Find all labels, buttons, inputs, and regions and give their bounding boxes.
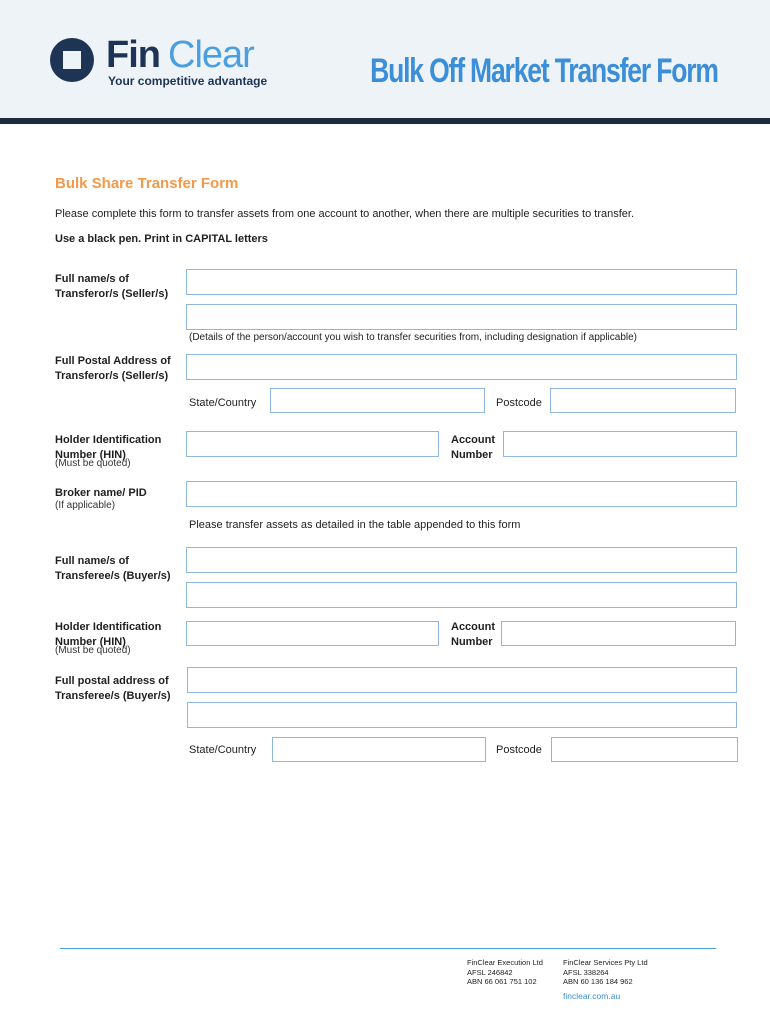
broker-field[interactable] bbox=[186, 481, 737, 507]
transferor-postcode-field[interactable] bbox=[550, 388, 736, 413]
transferee-postcode-label: Postcode bbox=[496, 744, 542, 756]
label-line: Transferee/s (Buyer/s) bbox=[55, 690, 171, 702]
header-divider bbox=[0, 118, 770, 124]
website-link[interactable]: finclear.com.au bbox=[563, 991, 621, 1001]
transferor-hin-note: (Must be quoted) bbox=[55, 458, 131, 469]
transferee-hin-note: (Must be quoted) bbox=[55, 645, 131, 656]
form-title: Bulk Off Market Transfer Form bbox=[370, 52, 718, 90]
footer-line: FinClear Execution Ltd bbox=[467, 958, 543, 967]
logo-clear-text: Clear bbox=[168, 34, 254, 76]
logo-mark-icon bbox=[50, 38, 94, 82]
label-line: Account bbox=[451, 434, 495, 446]
transferor-account-field[interactable] bbox=[503, 431, 737, 457]
label-line: Number (HIN) bbox=[55, 636, 126, 648]
label-line: Account bbox=[451, 621, 495, 633]
footer-entity-1 bbox=[467, 958, 543, 987]
transferor-address-label bbox=[55, 354, 171, 384]
logo-fin-text: Fin bbox=[106, 34, 160, 76]
label-line: Number bbox=[451, 449, 493, 461]
transferee-address-field-1[interactable] bbox=[187, 667, 737, 693]
broker-label: Broker name/ PID bbox=[55, 487, 147, 499]
transferor-account-label bbox=[451, 433, 495, 463]
transferee-name-field-2[interactable] bbox=[186, 582, 737, 608]
footer-line: FinClear Services Pty Ltd bbox=[563, 958, 648, 967]
label-line: Number bbox=[451, 636, 493, 648]
label-line: Transferor/s (Seller/s) bbox=[55, 370, 169, 382]
transferor-state-label: State/Country bbox=[189, 397, 257, 409]
label-line: Transferor/s (Seller/s) bbox=[55, 288, 169, 300]
section-title: Bulk Share Transfer Form bbox=[55, 175, 239, 192]
label-line: Holder Identification bbox=[55, 621, 162, 633]
transferee-address-field-2[interactable] bbox=[187, 702, 737, 728]
transfer-note: Please transfer assets as detailed in the table appended to this form bbox=[189, 519, 521, 531]
transferor-address-field[interactable] bbox=[186, 354, 737, 380]
transferee-state-label: State/Country bbox=[189, 744, 257, 756]
footer-line: AFSL 246842 bbox=[467, 967, 513, 977]
transferee-state-field[interactable] bbox=[272, 737, 486, 762]
label-line: Number (HIN) bbox=[55, 449, 126, 461]
transferor-name-field-2[interactable] bbox=[186, 304, 737, 330]
transferee-address-label bbox=[55, 674, 171, 704]
transferor-name-field-1[interactable] bbox=[186, 269, 737, 295]
transferee-account-label bbox=[451, 620, 495, 650]
logo-tagline: Your competitive advantage bbox=[108, 74, 268, 88]
transferee-hin-field[interactable] bbox=[186, 621, 439, 646]
label-line: Transferee/s (Buyer/s) bbox=[55, 570, 171, 582]
label-line: Holder Identification bbox=[55, 434, 162, 446]
instructions: Use a black pen. Print in CAPITAL letters bbox=[55, 233, 268, 245]
footer-divider bbox=[60, 948, 716, 949]
finclear-logo bbox=[50, 36, 310, 96]
transferee-postcode-field[interactable] bbox=[551, 737, 738, 762]
transferor-details-note: (Details of the person/account you wish to transfer securities from, including designation if applicable) bbox=[189, 332, 638, 343]
transferee-name-field-1[interactable] bbox=[186, 547, 737, 573]
label-line: Full postal address of bbox=[55, 675, 169, 687]
transferee-name-label bbox=[55, 554, 171, 584]
intro-description: Please complete this form to transfer assets from one account to another, when there are multiple securities to transfer. bbox=[55, 208, 635, 220]
broker-note: (If applicable) bbox=[55, 500, 116, 511]
label-line: Full name/s of bbox=[55, 273, 129, 285]
footer-line: AFSL 338264 bbox=[563, 967, 609, 977]
footer-line: ABN 60 136 184 962 bbox=[563, 977, 633, 986]
label-line: Full name/s of bbox=[55, 555, 129, 567]
transferee-account-field[interactable] bbox=[501, 621, 736, 646]
transferor-state-field[interactable] bbox=[270, 388, 485, 413]
label-line: Full Postal Address of bbox=[55, 355, 171, 367]
footer-line: ABN 66 061 751 102 bbox=[467, 977, 537, 986]
transferor-hin-field[interactable] bbox=[186, 431, 439, 457]
transferor-postcode-label: Postcode bbox=[496, 397, 542, 409]
transferor-name-label bbox=[55, 272, 168, 302]
footer-entity-2 bbox=[563, 958, 648, 987]
